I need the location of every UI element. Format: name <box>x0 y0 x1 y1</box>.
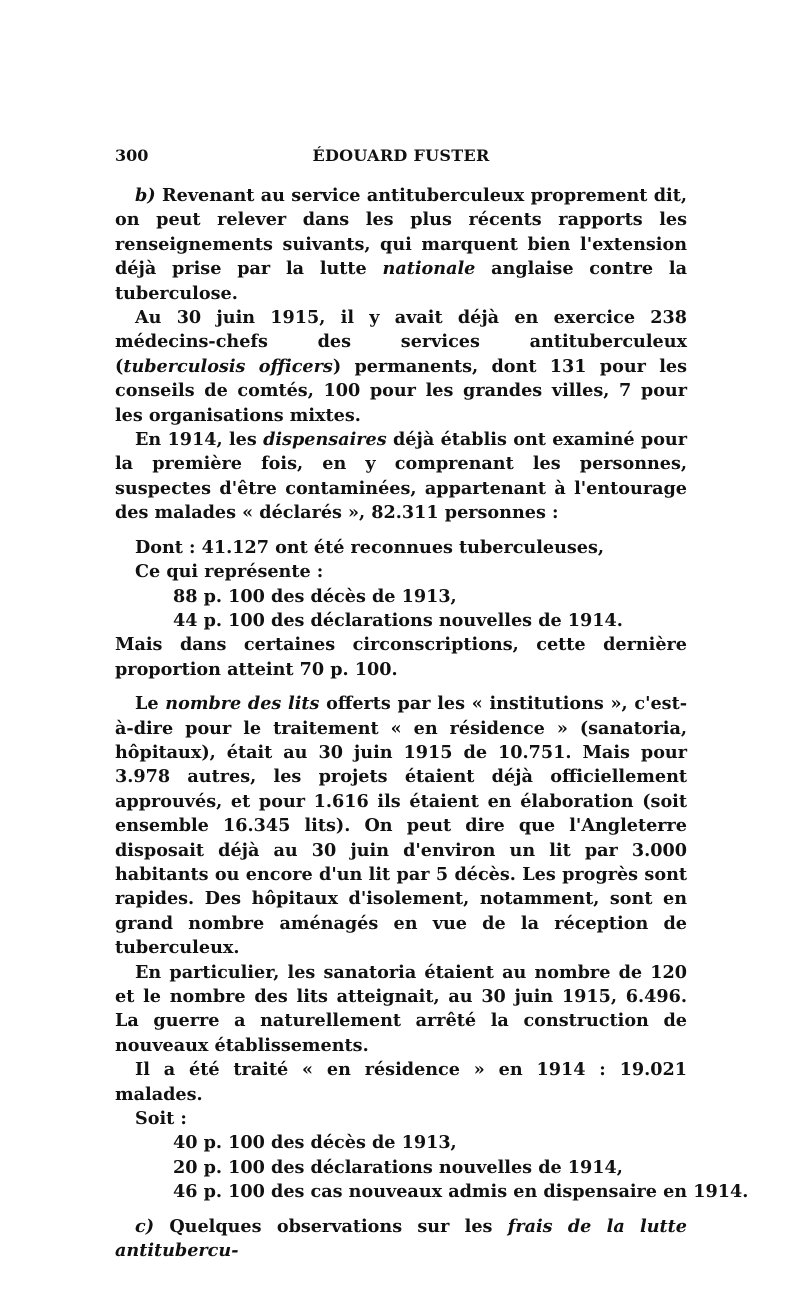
para-1914-italic: dispensaires <box>263 429 387 451</box>
paragraph-1914-dispensaires <box>115 428 687 526</box>
para-1915-text-2: ) permanents, dont 131 pour les conseils de comtés, 100 pour les grandes villes, 7 pour les organisations mixtes. <box>115 355 688 426</box>
page-number: 300 <box>115 146 149 165</box>
body-text <box>115 184 749 1263</box>
stats-line-declarations: 44 p. 100 des déclarations nouvelles de 1914. <box>173 609 623 631</box>
section-c-text-1: Quelques observations sur les <box>154 1215 508 1237</box>
stats-block <box>115 536 687 682</box>
stats-line-deces: 88 p. 100 des décès de 1913, <box>173 585 457 607</box>
soit-line-deces: 40 p. 100 des décès de 1913, <box>173 1132 457 1154</box>
para-1915-text-1: Au 30 juin 1915, il y avait déjà en exercice 238 médecins-chefs des services antituberculeux ( <box>115 307 687 377</box>
paragraph-residence: Il a été traité « en résidence » en 1914 : 19.021 malades. <box>115 1059 687 1105</box>
para-1914-text-1: En 1914, les <box>135 429 264 451</box>
para-lits-text-2: offerts par les « institutions », c'est-à-dire pour le traitement « en résidence » (sanatoria, hôpitaux), était au 30 juin 1915 de 10.751. Mais pour 3.978 autres, les projets étaient déjà officiellement approuvés, et pour 1.616 ils étaient en élaboration (soit ensemble 16.345 lits). On peut dire que l'Angleterre disposait déjà au 30 juin d'environ un lit par 3.000 habitants ou encore d'un lit par 5 décès. Les progrès sont rapides. Des hôpitaux d'isolement, notamment, sont en grand nombre aménagés en vue de la réception de tuberculeux. <box>115 693 687 959</box>
stats-line-dont: Dont : 41.127 ont été reconnues tuberculeuses, <box>135 536 605 558</box>
paragraph-sanatoria: En particulier, les sanatoria étaient au nombre de 120 et le nombre des lits atteignait, au 30 juin 1915, 6.496. La guerre a naturellement arrêté la construction de nouveaux établissements. <box>115 961 687 1056</box>
section-c-marker: c) <box>135 1215 155 1237</box>
soit-block <box>115 1107 749 1205</box>
stats-line-represente: Ce qui représente : <box>135 561 324 583</box>
section-b-marker: b) <box>135 185 156 206</box>
soit-line-dispensaire: 46 p. 100 des cas nouveaux admis en dispensaire en 1914. <box>173 1181 749 1203</box>
section-b-italic: nationale <box>382 258 476 280</box>
section-b-text-1: Revenant au service antituberculeux proprement dit, on peut relever dans les plus récents rapports les renseignements suivants, qui marquent bien l'extension déjà prise par la lutte <box>115 185 687 280</box>
running-head: ÉDOUARD FUSTER <box>312 146 490 165</box>
paragraph-section-c <box>115 1215 687 1264</box>
page-header <box>115 146 687 168</box>
stats-line-proportion: Mais dans certaines circonscriptions, cette dernière proportion atteint 70 p. 100. <box>115 634 687 680</box>
section-b-text-2: anglaise contre la tuberculose. <box>115 258 687 304</box>
paragraph-section-b <box>115 184 687 306</box>
para-1914-text-2: déjà établis ont examiné pour la première fois, en y comprenant les personnes, suspectes d'être contaminées, appartenant à l'entourage des malades « déclarés », 82.311 personnes : <box>115 429 687 524</box>
para-lits-italic: nombre des lits <box>165 693 320 715</box>
soit-label: Soit : <box>135 1108 187 1130</box>
soit-line-declarations: 20 p. 100 des déclarations nouvelles de 1914, <box>173 1156 623 1178</box>
paragraph-nombre-lits <box>115 692 687 960</box>
section-c-italic: frais de la lutte antitubercu- <box>115 1215 687 1262</box>
para-1915-italic: tuberculosis officers <box>123 355 333 377</box>
para-lits-text-1: Le <box>135 693 166 715</box>
paragraph-1915-officers <box>115 306 687 428</box>
book-page <box>115 146 749 1263</box>
